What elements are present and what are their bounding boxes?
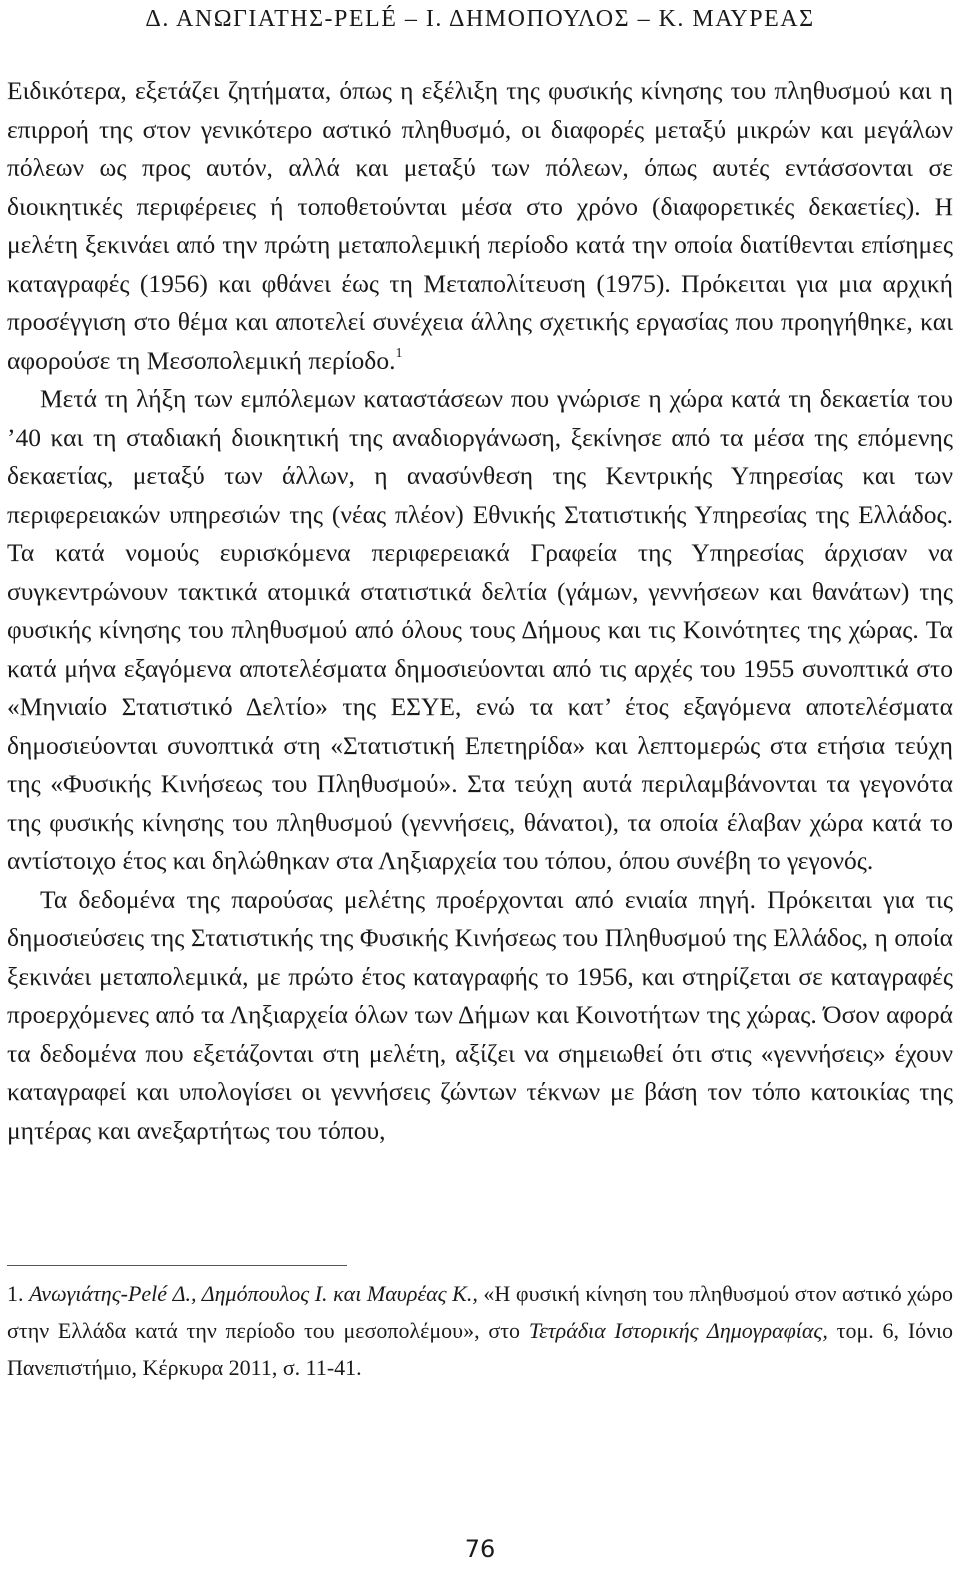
- footnote-1-title: «Η φυσική κίνηση του πληθυσμού στον αστικό χώρο στην Ελλάδα κατά την περίοδο του μεσοπολέμου», στο: [7, 1281, 954, 1343]
- footnote-1-details: τομ. 6, Ιόνιο Πανεπιστήμιο, Κέρκυρα 2011, σ. 11-41.: [7, 1318, 954, 1380]
- footnotes: [7, 1275, 953, 1386]
- footnote-1-authors: Ανωγιάτης-Pelé Δ., Δημόπουλος Ι. και Μαυρέας Κ.,: [29, 1281, 478, 1306]
- running-head: Δ. ΑΝΩΓΙΑΤΗΣ-PELÉ – Ι. ΔΗΜΟΠΟΥΛΟΣ – Κ. ΜΑΥΡΕΑΣ: [145, 6, 815, 32]
- paragraph-2: Μετά τη λήξη των εμπόλεμων καταστάσεων που γνώρισε η χώρα κατά τη δεκαετία του ’40 και τη σταδιακή διοικητική της αναδιοργάνωση, ξεκίνησε από τα μέσα της επόμενης δεκαετίας, μεταξύ των άλλων, η ανασύνθεση της Κεντρικής Υπηρεσίας και των περιφερειακών υπηρεσιών της (νέας πλέον) Εθνικής Στατιστικής Υπηρεσίας της Ελλάδος. Τα κατά νομούς ευρισκόμενα περιφερειακά Γραφεία της Υπηρεσίας άρχισαν να συγκεντρώνουν τακτικά ατομικά στατιστικά δελτία (γάμων, γεννήσεων και θανάτων) της φυσικής κίνησης του πληθυσμού από όλους τους Δήμους και τις Κοινότητες της χώρας. Τα κατά μήνα εξαγόμενα αποτελέσματα δημοσιεύονται από τις αρχές του 1955 συνοπτικά στο «Μηνιαίο Στατιστικό Δελτίο» της ΕΣΥΕ, ενώ τα κατ’ έτος εξαγόμενα αποτελέσματα δημοσιεύονται συνοπτικά στη «Στατιστική Επετηρίδα» και λεπτομερώς στα ετήσια τεύχη της «Φυσικής Κινήσεως του Πληθυσμού». Στα τεύχη αυτά περιλαμβάνονται τα γεγονότα της φυσικής κίνησης του πληθυσμού (γεννήσεις, θάνατοι), τα οποία έλαβαν χώρα κατά το αντίστοιχο έτος και δηλώθηκαν στα Ληξιαρχεία του τόπου, όπου συνέβη το γεγονός.: [7, 384, 953, 875]
- footnote-1-number: 1.: [7, 1281, 24, 1306]
- footnote-1-journal: Τετράδια Ιστορικής Δημογραφίας,: [528, 1318, 828, 1343]
- footnote-ref-1[interactable]: 1: [395, 346, 403, 361]
- paragraph-3: Τα δεδομένα της παρούσας μελέτης προέρχονται από ενιαία πηγή. Πρόκειται για τις δημοσιεύσεις της Στατιστικής της Φυσικής Κινήσεως του Πληθυσμού της Ελλάδος, η οποία ξεκινάει μεταπολεμικά, με πρώτο έτος καταγραφής το 1956, και στηρίζεται σε καταγραφές προερχόμενες από τα Ληξιαρχεία όλων των Δήμων και Κοινοτήτων της χώρας. Όσον αφορά τα δεδομένα που εξετάζονται στη μελέτη, αξίζει να σημειωθεί ότι στις «γεννήσεις» έχουν καταγραφεί και υπολογίσει οι γεννήσεις ζώντων τέκνων με βάση τον τόπο κατοικίας της μητέρας και ανεξαρτήτως του τόπου,: [7, 884, 953, 1145]
- paragraph-1: [7, 72, 953, 380]
- footnote-rule: [7, 1265, 347, 1266]
- paragraph-1-text: Ειδικότερα, εξετάζει ζητήματα, όπως η εξέλιξη της φυσικής κίνησης του πληθυσμού και η επιρροή της στον γενικότερο αστικό πληθυσμό, οι διαφορές μεταξύ μικρών και μεγάλων πόλεων ως προς αυτόν, αλλά και μεταξύ των πόλεων, όπως αυτές εντάσσονται σε διοικητικές περιφέρειες ή τοποθετούνται μέσα στο χρόνο (διαφορετικές δεκαετίες). Η μελέτη ξεκινάει από την πρώτη μεταπολεμική περίοδο κατά την οποία διατίθενται επίσημες καταγραφές (1956) και φθάνει έως τη Μεταπολίτευση (1975). Πρόκειται για μια αρχική προσέγγιση στο θέμα και αποτελεί συνέχεια άλλης σχετικής εργασίας που προηγήθηκε, και αφορούσε τη Μεσοπολεμική περίοδο.: [7, 76, 953, 375]
- body-text: [7, 72, 953, 1150]
- footnote-1: [7, 1275, 953, 1386]
- page-number: 76: [464, 1535, 496, 1563]
